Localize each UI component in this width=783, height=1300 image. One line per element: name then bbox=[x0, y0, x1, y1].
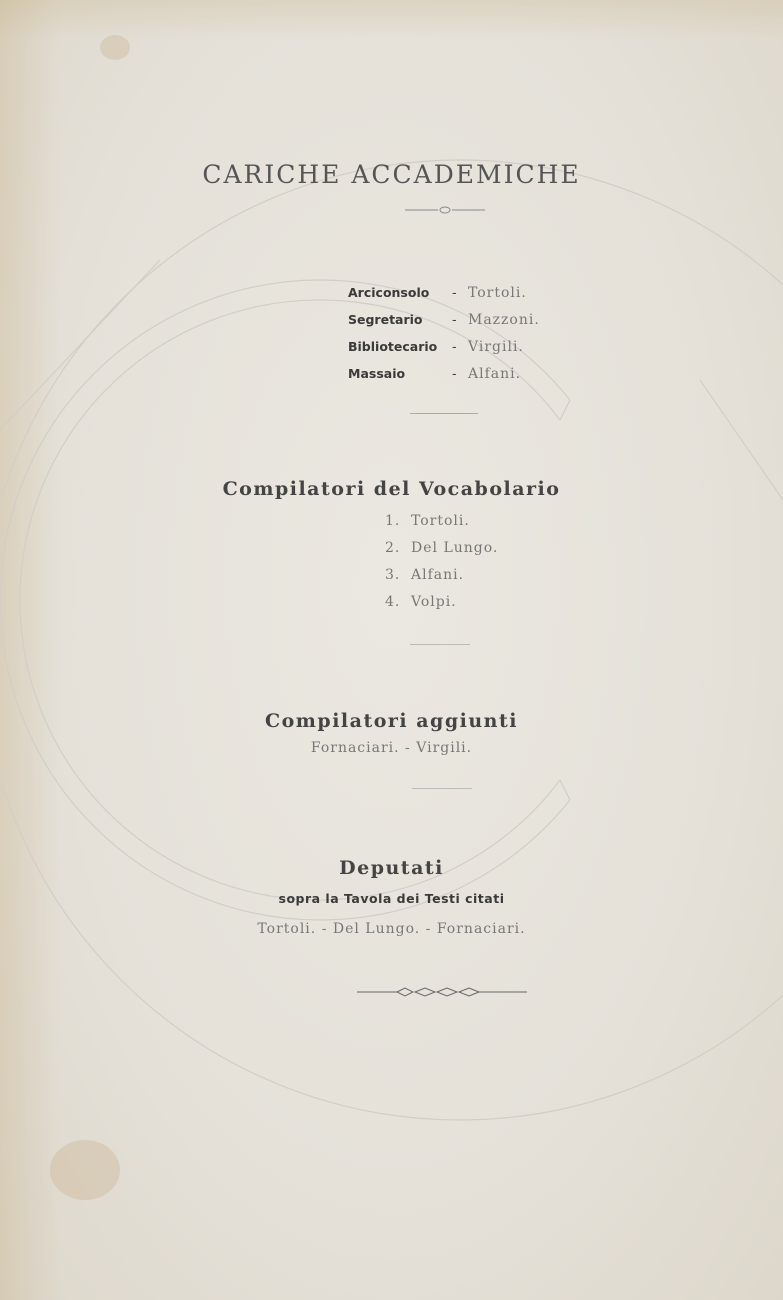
office-role: Segretario bbox=[348, 312, 423, 327]
office-dash: - bbox=[452, 367, 457, 382]
ornament-tailpiece bbox=[355, 985, 530, 999]
deputati-heading: Deputati bbox=[339, 857, 444, 879]
section-divider bbox=[412, 788, 472, 789]
office-role: Arciconsolo bbox=[348, 285, 430, 300]
section-divider bbox=[410, 644, 470, 645]
office-row bbox=[348, 339, 540, 366]
page-title: CARICHE ACCADEMICHE bbox=[202, 160, 581, 189]
item-number: 2. bbox=[385, 540, 401, 556]
office-name: Mazzoni. bbox=[468, 312, 540, 328]
office-dash: - bbox=[452, 313, 457, 328]
office-row bbox=[348, 312, 540, 339]
office-dash: - bbox=[452, 286, 457, 301]
item-name: Del Lungo. bbox=[411, 540, 499, 556]
item-number: 3. bbox=[385, 567, 401, 583]
office-row bbox=[348, 366, 540, 393]
compilatori-list bbox=[385, 513, 498, 621]
office-name: Virgili. bbox=[468, 339, 524, 355]
list-item bbox=[385, 594, 498, 621]
ornament-divider bbox=[400, 204, 490, 216]
item-number: 4. bbox=[385, 594, 401, 610]
office-row bbox=[348, 285, 540, 312]
list-item bbox=[385, 513, 498, 540]
section-divider bbox=[410, 413, 478, 414]
list-item bbox=[385, 540, 498, 567]
office-role: Massaio bbox=[348, 366, 406, 381]
item-name: Alfani. bbox=[411, 567, 465, 583]
office-role: Bibliotecario bbox=[348, 339, 438, 354]
item-number: 1. bbox=[385, 513, 401, 529]
aggiunti-names: Fornaciari. - Virgili. bbox=[310, 740, 473, 756]
office-name: Alfani. bbox=[468, 366, 522, 382]
office-name: Tortoli. bbox=[468, 285, 527, 301]
deputati-subtitle: sopra la Tavola dei Testi citati bbox=[278, 891, 505, 906]
list-item bbox=[385, 567, 498, 594]
deputati-names: Tortoli. - Del Lungo. - Fornaciari. bbox=[257, 921, 526, 937]
item-name: Tortoli. bbox=[411, 513, 470, 529]
aggiunti-heading: Compilatori aggiunti bbox=[265, 710, 518, 732]
offices-list bbox=[348, 285, 540, 393]
compilatori-heading: Compilatori del Vocabolario bbox=[222, 478, 561, 500]
item-name: Volpi. bbox=[411, 594, 457, 610]
office-dash: - bbox=[452, 340, 457, 355]
